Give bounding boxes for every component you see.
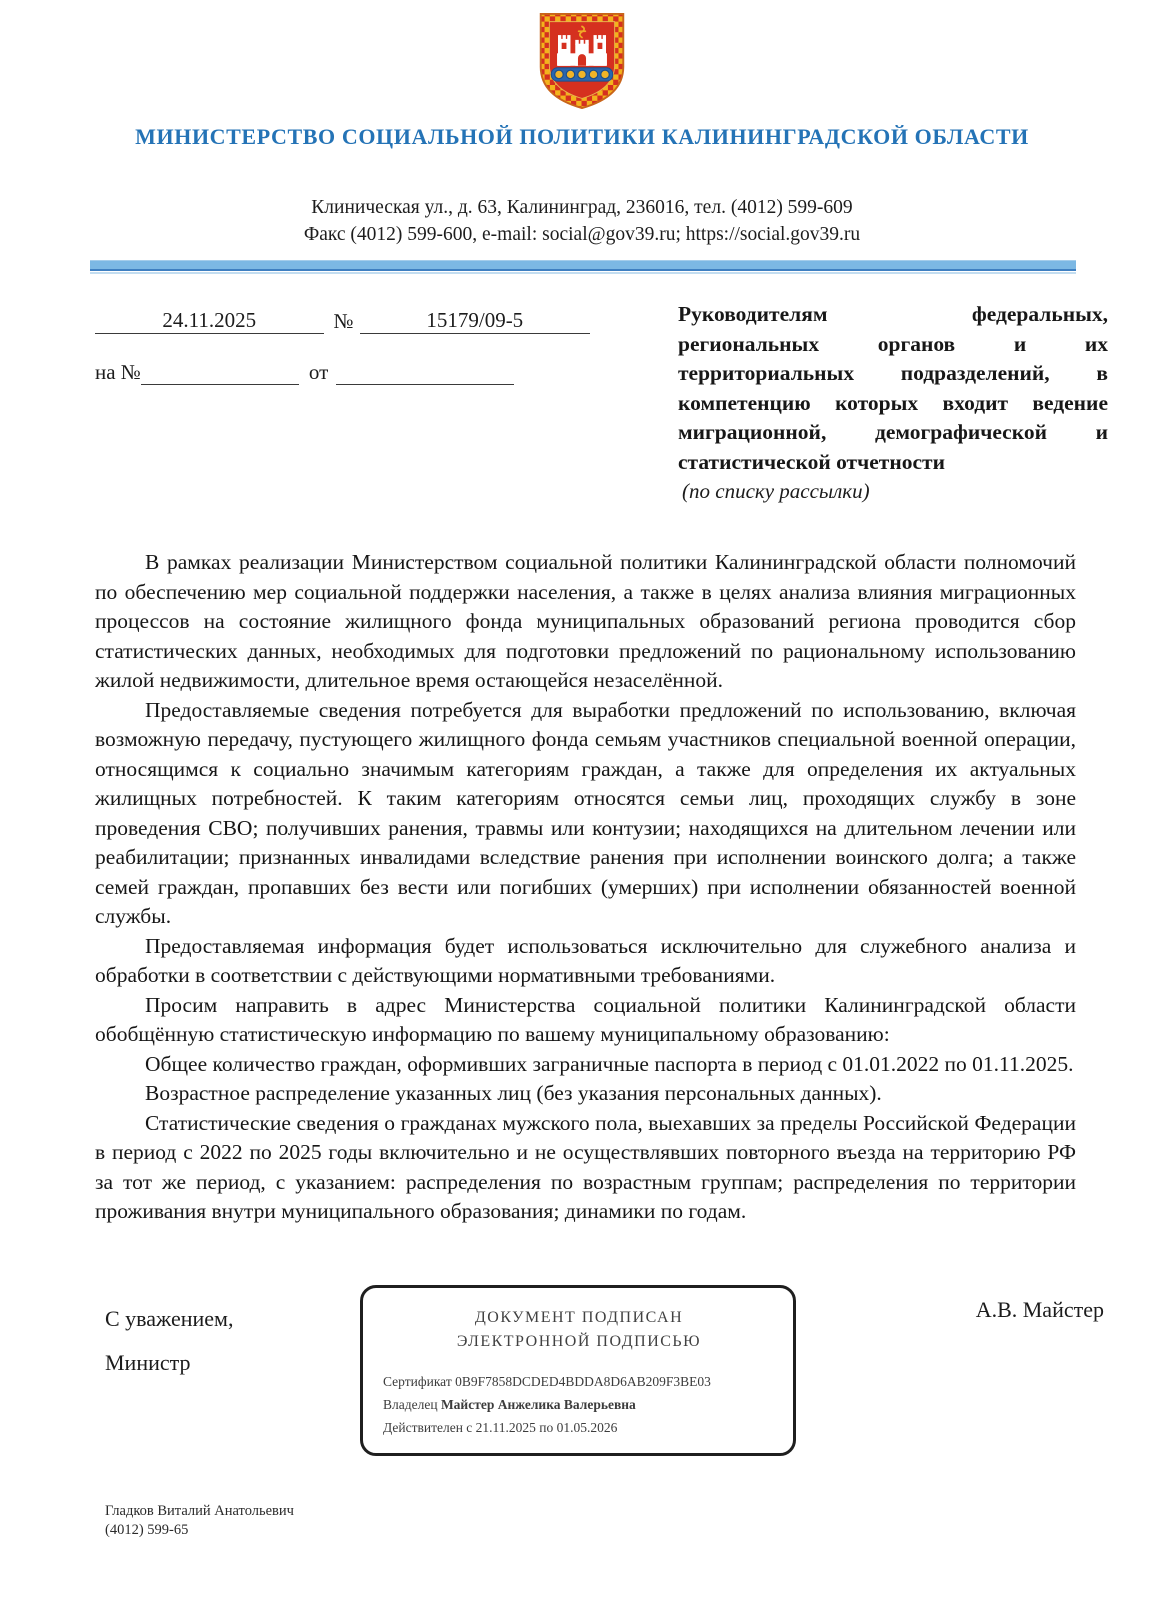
reply-from-label: от [308,360,329,384]
ministry-title: МИНИСТЕРСТВО СОЦИАЛЬНОЙ ПОЛИТИКИ КАЛИНИНГРАДСКОЙ ОБЛАСТИ [135,124,1029,149]
stamp-title [383,1306,775,1354]
outgoing-number: 15179/09-5 [360,308,590,334]
outgoing-reference-row [95,308,590,334]
recipient-text: Руководителям федеральных, региональных органов и их территориальных подразделений, в компетенцию которых входит ведение миграционной, демографической и статистической отчетности [678,302,1108,474]
stamp-owner-line [383,1393,775,1416]
reference-block [95,300,590,385]
executor-phone: (4012) 599-65 [105,1522,189,1538]
stamp-details [383,1370,775,1439]
executor-contact [105,1502,294,1540]
reference-and-recipient [0,274,1164,504]
certificate-label: Сертификат [383,1373,456,1389]
stamp-title-line-2: ЭЛЕКТРОННОЙ ПОДПИСЬЮ [456,1332,702,1350]
electronic-signature-stamp [360,1285,796,1456]
closing-line-1: С уважением, [105,1305,234,1331]
body-paragraph: Предоставляемая информация будет использоваться исключительно для служебного анализа и обработки в соответствии с действующими нормативными требованиями. [95,933,1076,987]
owner-value: Майстер Анжелика Валерьевна [440,1396,636,1412]
body-paragraph: В рамках реализации Министерством социальной политики Калининградской области полномочий по обеспечению мер социальной поддержки населения, а также в целях анализа влияния миграционных процессов на состояние жилищного фонда муниципальных образований региона проводится сбор статистических данных, необходимых для подготовки предложений по рациональному использованию жилой недвижимости, длительное время остающейся незаселённой. [95,550,1076,692]
reply-number-blank [141,384,299,385]
ministry-address [0,194,1164,248]
stamp-certificate-line [383,1370,775,1393]
certificate-value: 0B9F7858DCDED4BDDA8D6AB209F3BE03 [455,1373,711,1389]
reply-prefix-label: на № [95,360,141,384]
executor-name: Гладков Виталий Анатольевич [105,1503,294,1519]
recipient-distribution-note: (по списку рассылки) [682,479,870,503]
stamp-validity-line: Действителен с 21.11.2025 по 01.05.2026 [383,1419,618,1435]
closing-block [105,1285,360,1385]
signature-section [0,1227,1164,1456]
address-line-2: Факс (4012) 599-600, e-mail: social@gov39.ru; https://social.gov39.ru [303,224,861,245]
kaliningrad-oblast-coat-of-arms-icon [534,10,630,112]
emblem-container [0,0,1164,112]
body-paragraph: Общее количество граждан, оформивших заграничные паспорта в период с 01.01.2022 по 01.11.2025. [145,1051,1074,1076]
divider-bar [90,260,1076,271]
letter-body [0,504,1164,1227]
number-sign: № [333,309,354,333]
body-paragraph: Статистические сведения о гражданах мужского пола, выехавших за пределы Российской Федерации в период с 2022 по 2025 годы включительно и не осуществлявших повторного въезда на территорию РФ за тот же период, с указанием: распределения по возрастным группам; распределения по территории проживания внутри муниципального образования; динамики по годам. [95,1110,1076,1223]
signer-name: А.В. Майстер [975,1296,1104,1322]
body-paragraph: Просим направить в адрес Министерства социальной политики Калининградской области обобщённую статистическую информацию по вашему муниципальному образованию: [95,992,1076,1046]
outgoing-date: 24.11.2025 [95,308,324,334]
incoming-reference-row [95,360,590,385]
stamp-title-line-1: ДОКУМЕНТ ПОДПИСАН [474,1308,684,1326]
body-paragraph: Предоставляемые сведения потребуется для выработки предложений по использованию, включая возможную передачу, пустующего жилищного фонда семьям участников специальной военной операции, относящимся к социально значимым категориям граждан, а также для определения их актуальных жилищных потребностей. К таким категориям относятся семьи лиц, проходящих службу в зоне проведения СВО; получивших ранения, травмы или контузии; находящихся на длительном лечении или реабилитации; признанных инвалидами вследствие ранения при исполнении воинского долга; а также семей граждан, пропавших без вести или погибших (умерших) при исполнении обязанностей военной службы. [95,697,1076,928]
owner-label: Владелец [383,1396,441,1412]
closing-line-2: Министр [105,1349,191,1375]
body-paragraph: Возрастное распределение указанных лиц (без указания персональных данных). [145,1081,882,1105]
recipient-block [678,300,1108,504]
address-line-1: Клиническая ул., д. 63, Калининград, 236016, тел. (4012) 599-609 [311,197,853,218]
reply-date-blank [336,384,514,385]
header-divider [90,260,1076,274]
